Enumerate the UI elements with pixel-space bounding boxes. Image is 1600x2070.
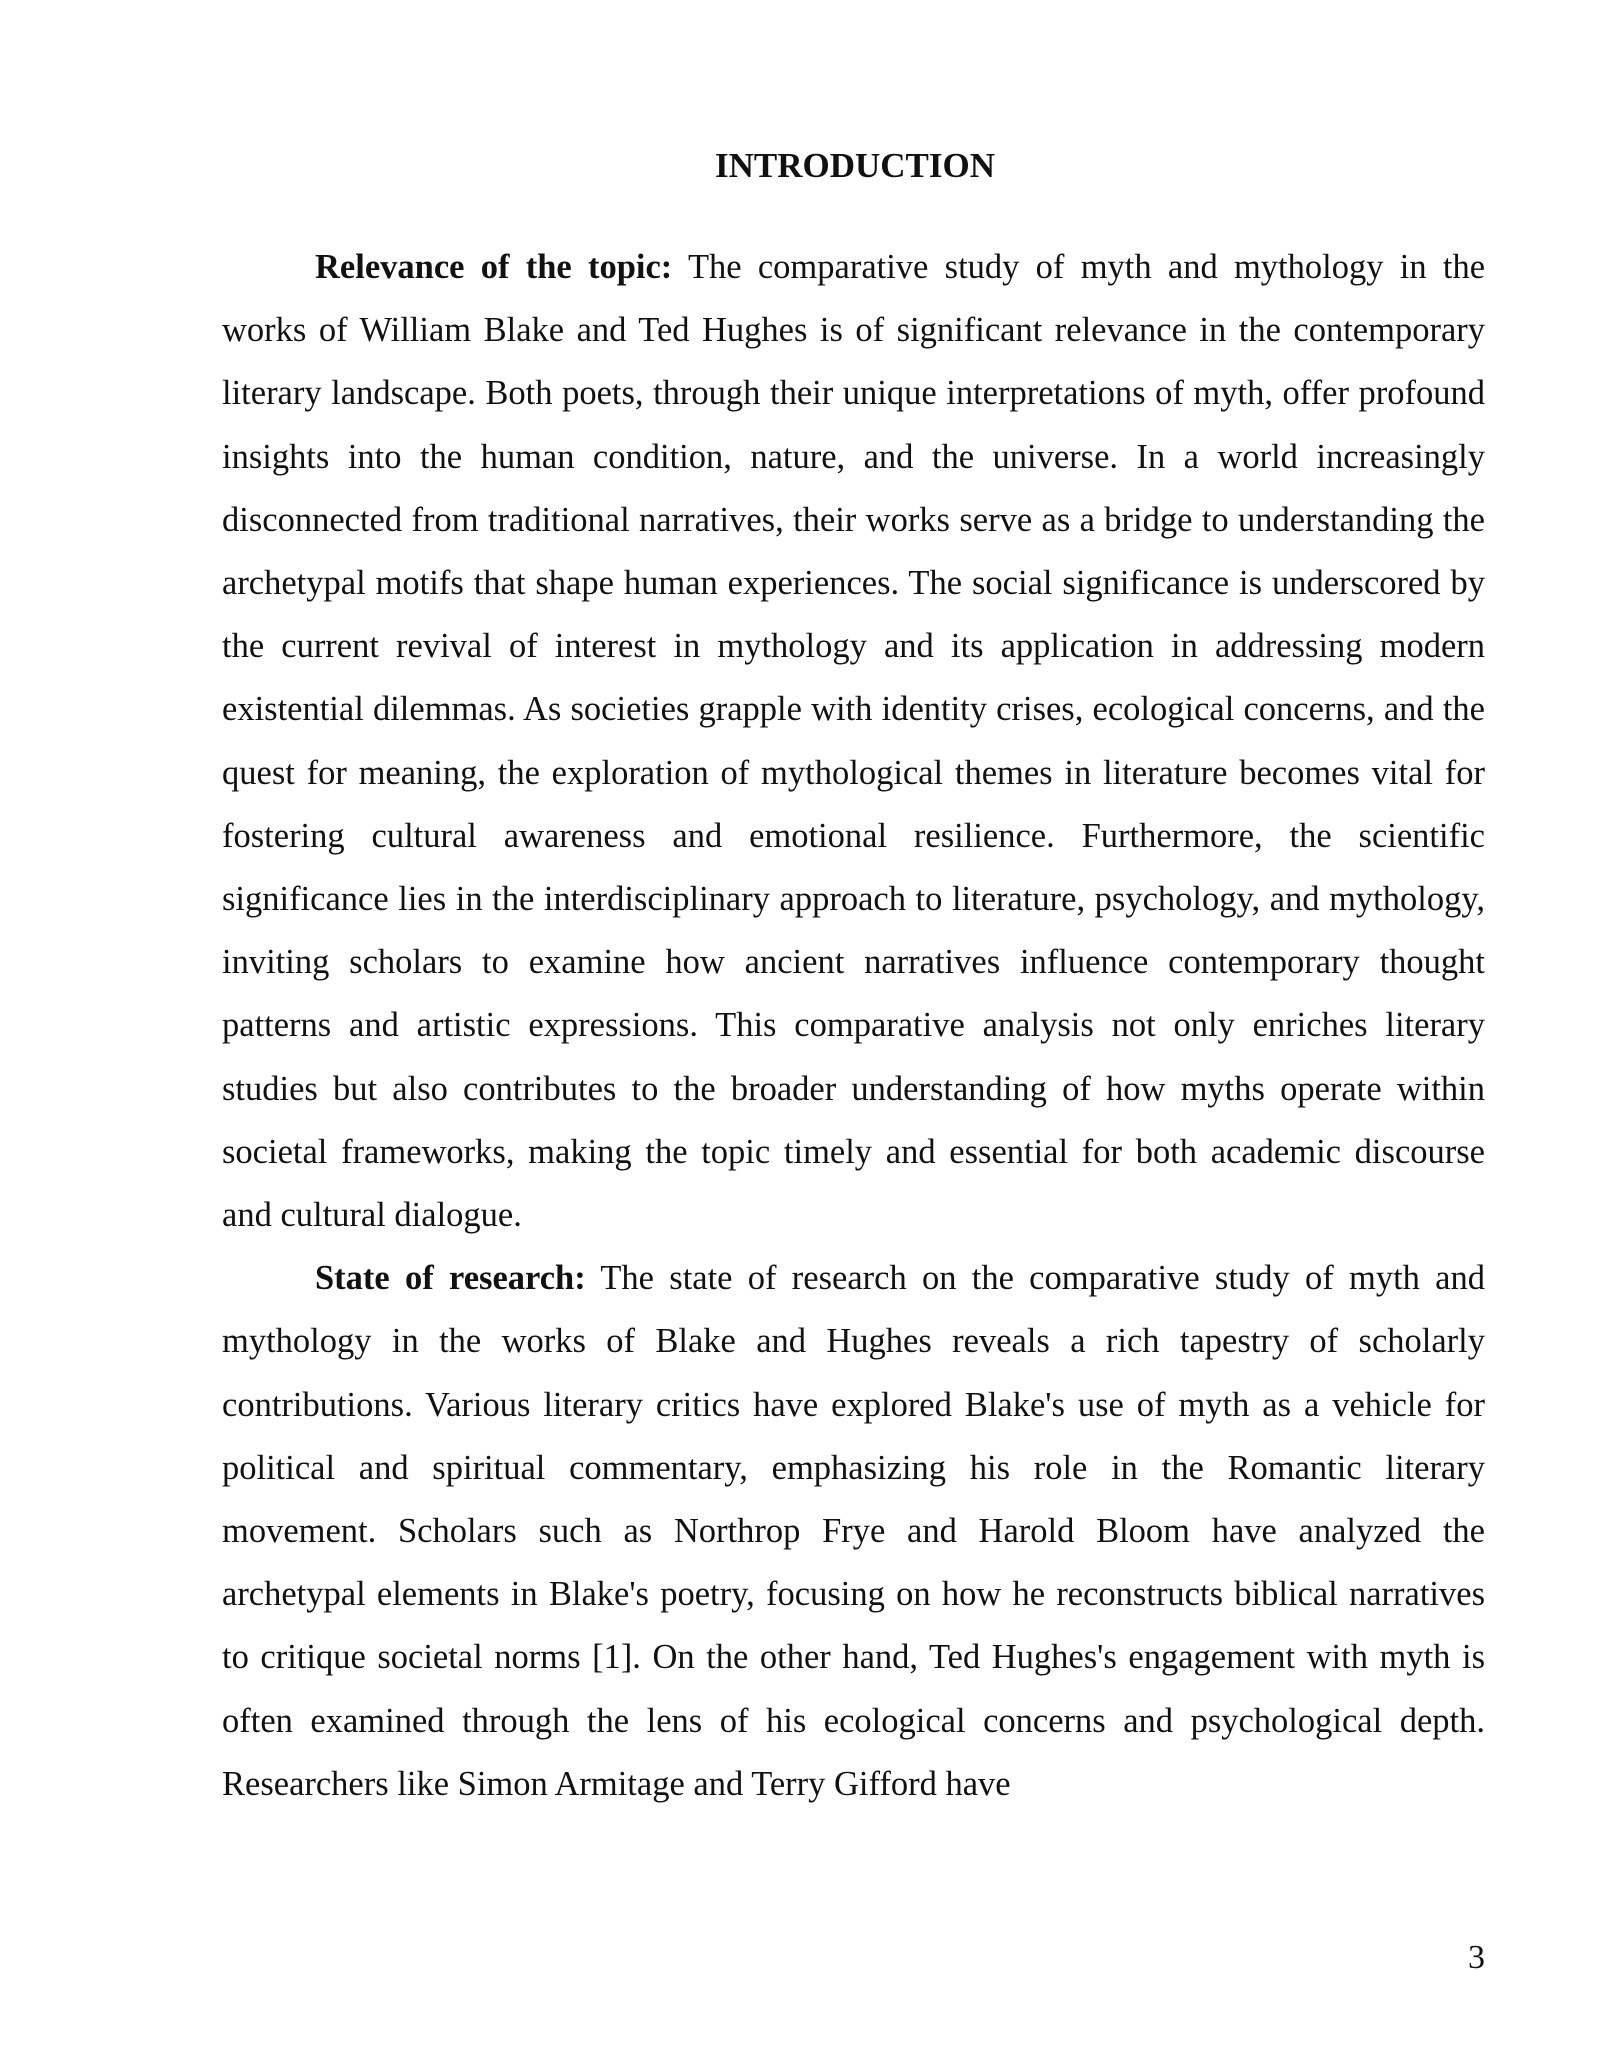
paragraph-state-of-research — [222, 1247, 1485, 1816]
paragraph-text: The state of research on the comparative study of myth and mythology in the works of Blake and Hughes reveals a rich tapestry of scholarly contributions. Various literary critics have explored Blake's use of myth as a vehicle for political and spiritual commentary, emphasizing his role in the Romantic literary movement. Scholars such as Northrop Frye and Harold Bloom have analyzed the archetypal elements in Blake's poetry, focusing on how he reconstructs biblical narratives to critique societal norms [1]. On the other hand, Ted Hughes's engagement with myth is often examined through the lens of his ecological concerns and psychological depth. Researchers like Simon Armitage and Terry Gifford have — [222, 1259, 1485, 1803]
paragraph-lead: State of research: — [315, 1259, 586, 1298]
page-number: 3 — [1468, 1939, 1485, 1976]
paragraph-relevance — [222, 236, 1485, 1247]
body-text — [222, 236, 1485, 1816]
page-heading: INTRODUCTION — [714, 146, 996, 185]
paragraph-lead: Relevance of the topic: — [315, 248, 673, 286]
paragraph-text: The comparative study of myth and mythology in the works of William Blake and Ted Hughes is of significant relevance in the contemporary literary landscape. Both poets, through their unique interpretations of myth, offer profound insights into the human condition, nature, and the universe. In a world increasingly disconnected from traditional narratives, their works serve as a bridge to understanding the archetypal motifs that shape human experiences. The social significance is underscored by the current revival of interest in mythology and its application in addressing modern existential dilemmas. As societies grapple with identity crises, ecological concerns, and the quest for meaning, the exploration of mythological themes in literature becomes vital for fostering cultural awareness and emotional resilience. Furthermore, the scientific significance lies in the interdisciplinary approach to literature, psychology, and mythology, inviting scholars to examine how ancient narratives influence contemporary thought patterns and artistic expressions. This comparative analysis not only enriches literary studies but also contributes to the broader understanding of how myths operate within societal frameworks, making the topic timely and essential for both academic discourse and cultural dialogue. — [222, 248, 1486, 1235]
